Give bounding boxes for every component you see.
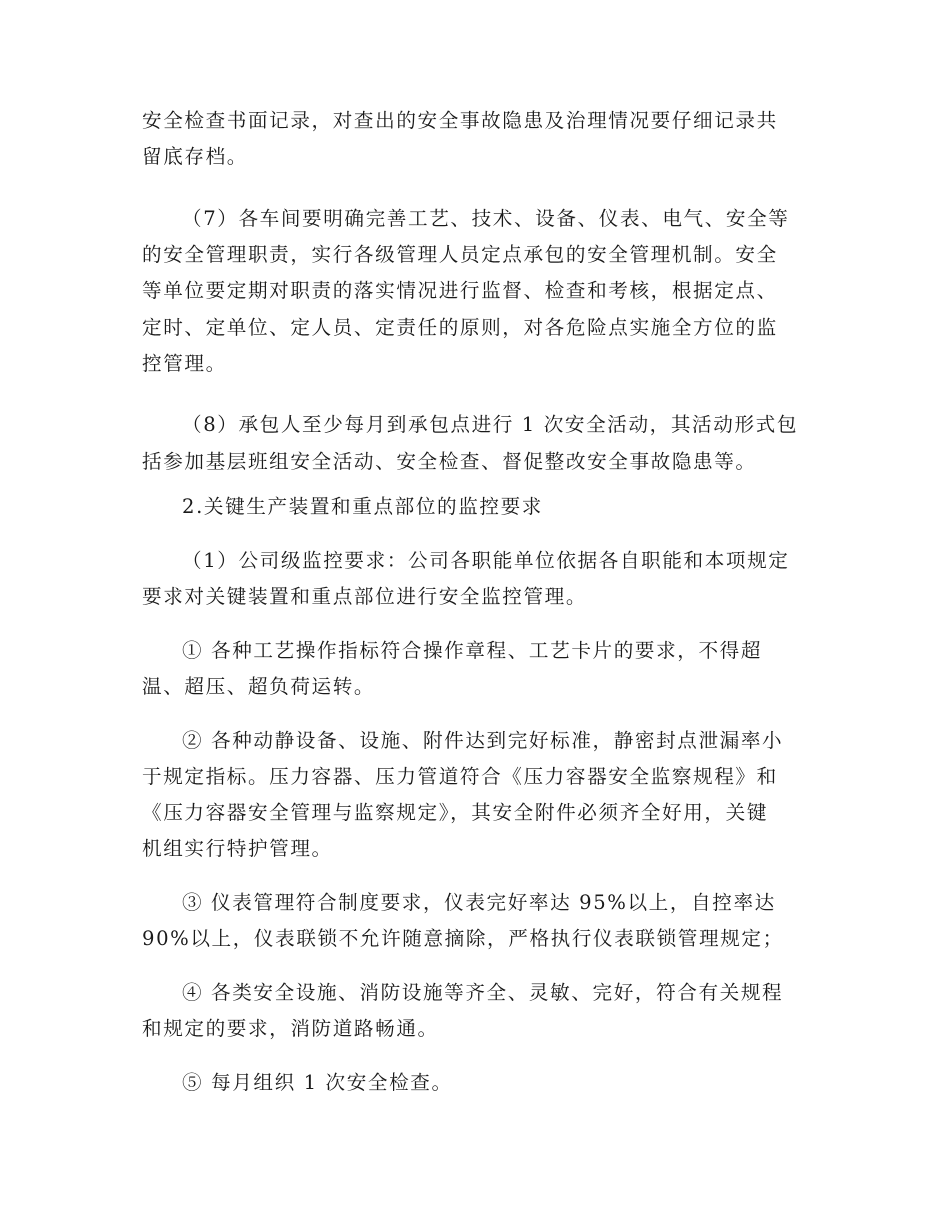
item-5-line-1: ⑤ 每月组织 1 次安全检查。 [182,1071,453,1094]
paragraph-6-line-3: 留底存档。 [142,145,248,168]
item-1-line-2: 温、超压、超负荷运转。 [142,675,376,698]
item-3-line-2: 90%以上，仪表联锁不允许随意摘除，严格执行仪表联锁管理规定； [142,927,784,950]
paragraph-7-line-3: 等单位要定期对职责的落实情况进行监督、检查和考核，根据定点、 [142,279,778,302]
item-2-line-1: ② 各种动静设备、设施、附件达到完好标准，静密封点泄漏率小 [182,729,784,752]
paragraph-8-line-1: （8）承包人至少每月到承包点进行 1 次安全活动，其活动形式包 [182,413,799,436]
paragraph-7-line-2: 的安全管理职责，实行各级管理人员定点承包的安全管理机制。安全 [142,243,778,266]
paragraph-6-line-2: 安全检查书面记录，对查出的安全事故隐患及治理情况要仔细记录共 [142,109,778,132]
paragraph-7-line-5: 控管理。 [142,352,227,375]
paragraph-7-line-1: （7）各车间要明确完善工艺、技术、设备、仪表、电气、安全等 [182,207,790,230]
item-2-line-4: 机组实行特护管理。 [142,837,333,860]
section-heading: 2.关键生产装置和重点部位的监控要求 [182,495,543,518]
item-4-line-2: 和规定的要求，消防道路畅通。 [142,1017,439,1040]
company-level-line-2: 要求对关键装置和重点部位进行安全监控管理。 [142,585,588,608]
item-1-line-1: ① 各种工艺操作指标符合操作章程、工艺卡片的要求，不得超 [182,639,763,662]
item-2-line-3: 《压力容器安全管理与监察规定》，其安全附件必须齐全好用，关键 [142,801,769,824]
item-4-line-1: ④ 各类安全设施、消防设施等齐全、灵敏、完好，符合有关规程 [182,981,784,1004]
paragraph-8-line-2: 括参加基层班组安全活动、安全检查、督促整改安全事故隐患等。 [142,450,757,473]
item-2-line-2: 于规定指标。压力容器、压力管道符合《压力容器安全监察规程》和 [142,765,778,788]
item-3-line-1: ③ 仪表管理符合制度要求，仪表完好率达 95%以上，自控率达 [182,891,776,914]
company-level-line-1: （1）公司级监控要求：公司各职能单位依据各自职能和本项规定 [182,549,790,572]
paragraph-7-line-4: 定时、定单位、定人员、定责任的原则，对各危险点实施全方位的监 [142,316,778,339]
